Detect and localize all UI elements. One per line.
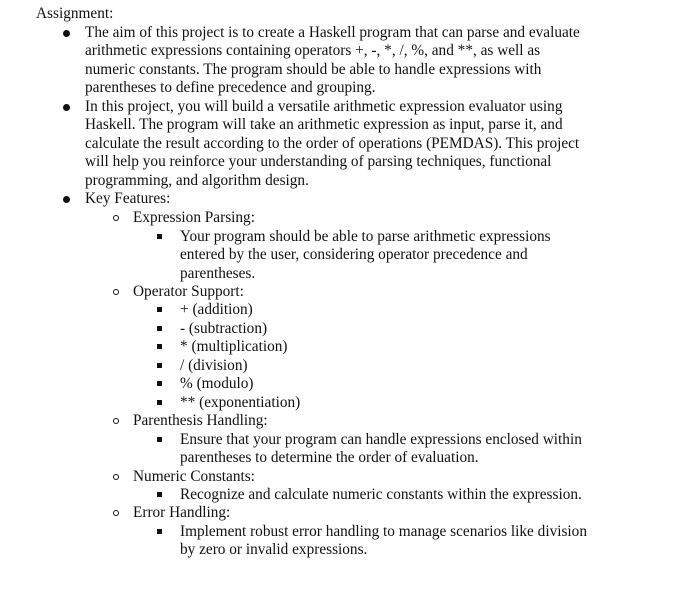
bullet-square (157, 234, 162, 239)
feature-point-line: by zero or invalid expressions. (180, 541, 368, 558)
bullet-square (157, 381, 162, 386)
assignment-heading: Assignment: (36, 5, 114, 22)
bullet-circle (113, 215, 119, 221)
bullet-square (157, 344, 162, 349)
feature-point-line: entered by the user, considering operator precedence and (180, 246, 528, 263)
bullet-square (157, 492, 162, 497)
item1-line: numeric constants. The program should be able to handle expressions with (85, 61, 542, 78)
item2-line: calculate the result according to the order of operations (PEMDAS). This project (85, 135, 580, 152)
bullet-square (157, 529, 162, 534)
key-features-label: Key Features: (85, 190, 171, 207)
feature-point-line: parentheses. (180, 265, 256, 282)
feature-title: Parenthesis Handling: (133, 412, 268, 429)
feature-title: Error Handling: (133, 504, 231, 521)
feature-point-line: Ensure that your program can handle expressions enclosed within (180, 431, 582, 448)
feature-title: Numeric Constants: (133, 468, 255, 485)
feature-point-line: Your program should be able to parse arithmetic expressions (180, 228, 551, 245)
operator-item: + (addition) (180, 301, 253, 318)
operator-item: ** (exponentiation) (180, 394, 301, 411)
feature-title: Expression Parsing: (133, 209, 255, 226)
feature-title: Operator Support: (133, 283, 244, 300)
item2-line: will help you reinforce your understanding of parsing techniques, functional (85, 153, 552, 170)
feature-point-line: Implement robust error handling to manage scenarios like division (180, 523, 587, 540)
bullet-disc (63, 30, 70, 37)
bullet-square (157, 326, 162, 331)
item1-line: arithmetic expressions containing operators +, -, *, /, %, and **, as well as (85, 42, 541, 59)
bullet-disc (63, 104, 70, 111)
operator-item: * (multiplication) (180, 338, 288, 355)
feature-point-line: parentheses to determine the order of evaluation. (180, 449, 479, 466)
item2-line: programming, and algorithm design. (85, 172, 309, 189)
bullet-circle (113, 289, 119, 295)
bullet-circle (113, 510, 119, 516)
item1-line: parentheses to define precedence and grouping. (85, 79, 376, 96)
operator-item: - (subtraction) (180, 320, 268, 337)
item2-line: Haskell. The program will take an arithmetic expression as input, parse it, and (85, 116, 563, 133)
operator-item: % (modulo) (180, 375, 254, 392)
bullet-square (157, 437, 162, 442)
operator-item: / (division) (180, 357, 248, 374)
bullet-square (157, 400, 162, 405)
feature-point-line: Recognize and calculate numeric constants within the expression. (180, 486, 582, 503)
bullet-disc (63, 196, 70, 203)
item1-line: The aim of this project is to create a Haskell program that can parse and evaluate (85, 24, 580, 41)
bullet-square (157, 307, 162, 312)
bullet-circle (113, 474, 119, 480)
item2-line: In this project, you will build a versatile arithmetic expression evaluator using (85, 98, 563, 115)
bullet-square (157, 363, 162, 368)
bullet-circle (113, 418, 119, 424)
